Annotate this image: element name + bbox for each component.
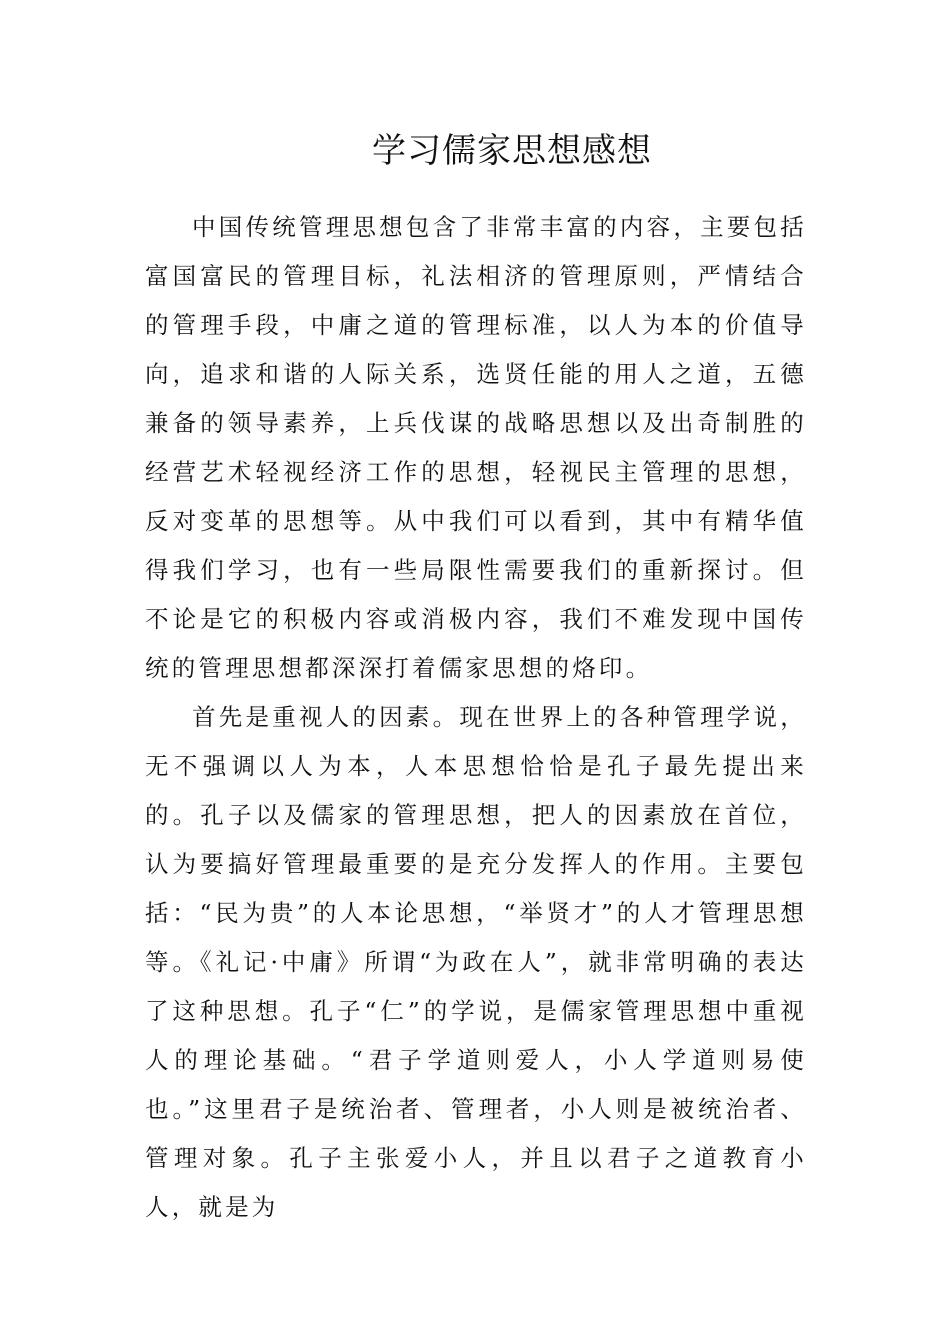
paragraph-1: 中国传统管理思想包含了非常丰富的内容，主要包括富国富民的管理目标，礼法相济的管理原则，严情结合的管理手段，中庸之道的管理标准，以人为本的价值导向，追求和谐的人际关系，选贤任能的用人之道，五德兼备的领导素养，上兵伐谋的战略思想以及出奇制胜的经营艺术轻视经济工作的思想，轻视民主管理的思想，反对变革的思想等。从中我们可以看到，其中有精华值得我们学习，也有一些局限性需要我们的重新探讨。但不论是它的积极内容或消极内容，我们不难发现中国传统的管理思想都深深打着儒家思想的烙印。 <box>145 213 807 682</box>
document-body <box>145 203 807 1232</box>
document-title: 学习儒家思想感想 <box>372 131 652 171</box>
paragraph-2: 首先是重视人的因素。现在世界上的各种管理学说，无不强调以人为本，人本思想恰恰是孔子最先提出来的。孔子以及儒家的管理思想，把人的因素放在首位，认为要搞好管理最重要的是充分发挥人的作用。主要包括：“民为贵”的人本论思想，“举贤才”的人才管理思想等。《礼记·中庸》所谓“为政在人”，就非常明确的表达了这种思想。孔子“仁”的学说，是儒家管理思想中重视人的理论基础。“君子学道则爱人，小人学道则易使也。”这里君子是统治者、管理者，小人则是被统治者、管理对象。孔子主张爱小人，并且以君子之道教育小人，就是为 <box>145 703 807 1221</box>
